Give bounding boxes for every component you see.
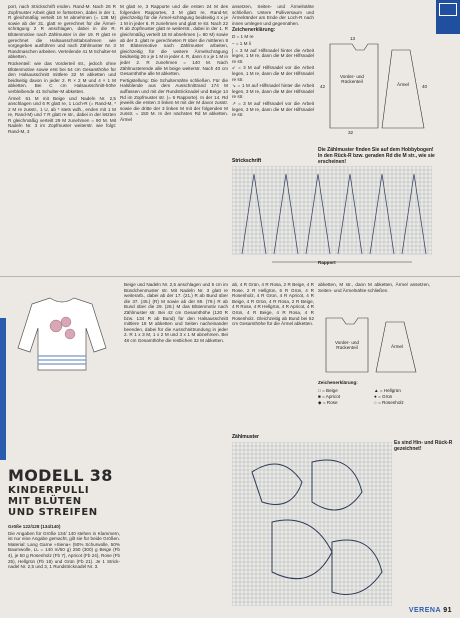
paragraph-back: Rückenteil: wie das Vorderteil str., jedoch ohne Blütenmotive sowie erst bei 54 cm Gesamthöhe für den Halsausschnitt mittlere 32 M abketten und beidseitig davon in jeder 2. R × 2 M und 4 × 1 M abketten. Bei C cm Halsausschnitt-höhe verbleibende 41 Schulter-M abketten. (8, 60, 116, 94)
model-subtitle-3: UND STREIFEN (8, 507, 98, 518)
legend2-title: Zeichenerklärung: (318, 380, 358, 385)
zaehlmuster-chart (232, 442, 392, 606)
size-line: Größe 122/128 (134/140) (8, 524, 61, 529)
flower-grid (232, 442, 392, 606)
legend-title: Zeichenerklärung: (232, 27, 276, 34)
sweater-sketch (14, 294, 110, 374)
legend-item: – = 1 M li (232, 40, 251, 46)
paragraph-front: port, nach Strickschrift enden. Rand-M. Nach 26 R Zopfmuster Arbeit glatt re fortsetzen, dabei in der 1. R gleichmäßig verteilt 16 M abnehmen (= 138 M) sowie ab der 31. glatt re gerechnet für die Ärmel-schrägung 2 R anschlagen, dabei in die R. Blütenmotive nach Zählmuster in der 19. R glatt re gerechnet die Halsausschnittabnahmen wie vorgegeben ausführen und nach Zählmuster Nr. 3 Randmaschen arbeiten. Verteilende 41 M Schulter-M abketten. (8, 4, 116, 60)
legend2-item: ● = Grün (374, 394, 393, 399)
legend-item: ↗ = 3 M auf Hilfsnadel vor die Arbeit legen, 3 M re, dann die M der Hilfsnadel re str. (232, 100, 314, 118)
section-divider (0, 276, 460, 277)
magazine-name: VERENA (408, 607, 441, 614)
side-stripe (0, 318, 6, 460)
corner-tab (436, 0, 460, 34)
flower-outline (312, 460, 362, 510)
legend2-item: ■ = Apricot (318, 394, 341, 399)
paragraph-finish: Fertigstellung: Die Schulternähte schließen. Für die Halsblende aus dem Ausschnittrand 174 M auffassen und mit der Rundstricknadel und Beige 14 Rd im Zopfmuster str. (= 6 Rapporte). In der 14. Rd jeweils die ersten 3 linken M mit der M davor zusstr. sowie die dritte der 3 linken M mit der folgenden M zusstr. = 150 M. In der nächsten Rd M abketten. Ärmel (120, 77, 228, 122)
legend-item: D = 1 M re (232, 34, 254, 40)
model-subtitle-2: MIT BLÜTEN (8, 496, 82, 507)
knit-grid (232, 166, 432, 266)
finish-text: abketten, M str., dann M abketten, Ärmel ansetzen, Seiten- und Ärmelnähte schließen. (318, 282, 430, 293)
flower-outline (332, 540, 382, 595)
schema-num: 13 (350, 36, 356, 41)
model-title: MODELL 38 (8, 466, 113, 485)
schema2-front-label: Vorder- und Rückenteil (334, 340, 359, 351)
schema-num: 32 (348, 130, 354, 135)
zaehlmuster-note: Es sind Hin- und Rück-R gezeichnet! (394, 440, 453, 452)
instructions-text: Beige und Nadeln Nr. 2,5 anschlagen und 5 cm im Bündchenmuster str. Mit Nadeln Nr. 3 glatt re weiterarb., dabei ab der 17. (21.) R ab Bund über die 37. (45.) (R) M sowie ab der 69. (79.) R ab Bund über die 29. (28.) M das Blütenmotiv nach Zählmuster str. Bei 42 cm Gesamthöhe (120 R bzw. 134 R ab Bund) für den Halsausschnitt mittlere 18 M abketten und Seiten nacheinander beenden, dabei für die Ausschnittrundung in jeder 2. R 1 x 3 M, 1 x 2 M und 3 x 1 M abnehmen. Bei 48 cm Gesamthöhe die restlichen 32 M abketten. (124, 282, 228, 343)
page-footer (409, 607, 452, 614)
sweater-illustration (14, 294, 110, 374)
legend2-item: ◆ = Rose (318, 400, 338, 405)
column-instructions-2 (124, 282, 228, 614)
materials-text: Die Angaben für Größe 134/ 140 stehen in Klammern, ist nur eine Angabe gemacht, gilt sie für beide Größen. Material: Lang Garne »Siena« (50% Schurwolle, 50% Baumwolle, LL = 140 m/50 g) 250 (300) g Beige (Fb 4), je 50 g Rosenholz (Fb 7), Apricot (Fb 24), Rose (Fb 25), Hellgrün (Fb 18) und Grün (Fb 21). Je 1 Strick-nadel Nr. 2,5 und 3, 1 Rundstricknadel Nr. 3. (8, 530, 120, 570)
strickschrift-label: Strickschrift (232, 158, 262, 164)
model-title-block (8, 467, 120, 518)
paragraph-sleeve-cont: M glatt re, 3 Rapporte und die ersten 24 M des folgenden Rapportes, 3 M glatt re, Rand-M; gleichzeitig für die Ärmel-schrägung beidseitig 4 x je 1 M in jeder 6. R zunehmen und glatt re str. Nach 22 R ab Zopfmuster glatt re weiterstr., dabei in der 1. R gleichmäßig verteilt 18 M abnehmen (= 80 M) sowie ab der 3. glatt re gerechneten R über die mittleren 8 M Blütenmotive nach Zählmuster arbeiten, gleichzeitig für die weitere Ärmelschrägung beidseitig 26 x je 1 M in jeder 4. R, dann 4 x je 1 M in jeder 2. R zunehmen = 140 M. Nach Zählmusterende alle M beige weiterstr. Nach 40 cm Gesamthöhe alle M abketten. (120, 4, 228, 77)
schema2-sleeve-label: Ärmel (391, 344, 403, 349)
legend2-item: □ = Beige (318, 388, 338, 393)
legend2-item: ○ = Rosenholz (374, 400, 404, 405)
column-materials (8, 524, 120, 614)
pattern-note: Die Zählmuster finden Sie auf dem Hobbybogen! In den Rück-R bzw. geraden Rd die M str., wie sie erscheinen! (318, 147, 435, 165)
tab-box-icon (439, 3, 457, 16)
schema-num: 42 (320, 84, 326, 89)
column-a (8, 4, 116, 276)
paragraph-sleeve: Ärmel: 61 M mit Beige und Nadeln Nr. 2,5 anschlagen und 6 R glatt re, 1 Loch-R (= Rand-M, * 2 M re zusstr., 1 U, ab * stets wdh., enden mit 1 M re, Rand-M) und 7 R glatt re str., dabei in der letzten R gleichmäßig verteilt 29 M zunehmen = 90 M. Mit Nadeln Nr. 3 im Zopfmuster weiterstr. wie folgt: Rand-M, 3 (8, 95, 116, 135)
schema-front-label: Vorder- und Rückenteil (339, 74, 364, 85)
model-subtitle-1: KINDERPULLI (8, 485, 90, 496)
rapport-label: Rapport (318, 260, 336, 265)
legend2-item: ▲ = Hellgrün (374, 388, 401, 393)
column-finish-2 (318, 282, 430, 310)
legend-item: ↘ = 1 M auf Hilfsnadel hinter die Arbeit legen, 3 M re, dann die M der Hilfsnadel re str. (232, 83, 314, 100)
legend-item: ↙ = 3 M auf Hilfsnadel vor die Arbeit legen, 1 M re, dann die M der Hilfsnadel re str. (232, 65, 314, 82)
schematic-bottom (318, 312, 436, 378)
legend-item: ∫ = 3 M auf Hilfsnadel hinter die Arbeit legen, 1 M re, dann die M der Hilfsnadel re str. (232, 47, 314, 64)
schematic-top (318, 28, 436, 144)
column-stripes (232, 282, 314, 432)
legend-2 (318, 380, 436, 424)
stripe-sequence: ab, 4 R Grün, 4 R Rosa, 2 R Beige, 4 R Rose, 2 R Hellgrün, 6 R Grün, 4 R Rosenholz, 4 R Grün, 4 R Apricot, 4 R Beige, 4 R Grün, 4 R Rosa, 2 R Beige, 4 R Rose, 4 R Hellgrün, 4 R Apricot, 4 R Grün, 4 R Beige, 4 R Rosa, 4 R Rosenholz. Gleichzeitig ab Bund bei 52 cm Gesamthöhe für die Ärmel abketten. (232, 282, 314, 327)
paragraph-seams: ansetzen, Seiten- und Ärmelnähte schließen. Untere Pulliversaum und Ärmelränder am Ende der Loch-R nach innen umlegen und gegennähen. (232, 4, 314, 26)
schema-sleeve-label: Ärmel (397, 82, 409, 87)
column-b (120, 4, 228, 276)
strickschrift-chart (232, 166, 432, 266)
schematic-drawing (318, 28, 436, 144)
zaehlmuster-label: Zählmuster (232, 434, 259, 440)
schema-num: 40 (422, 84, 428, 89)
page-number: 91 (443, 607, 452, 614)
